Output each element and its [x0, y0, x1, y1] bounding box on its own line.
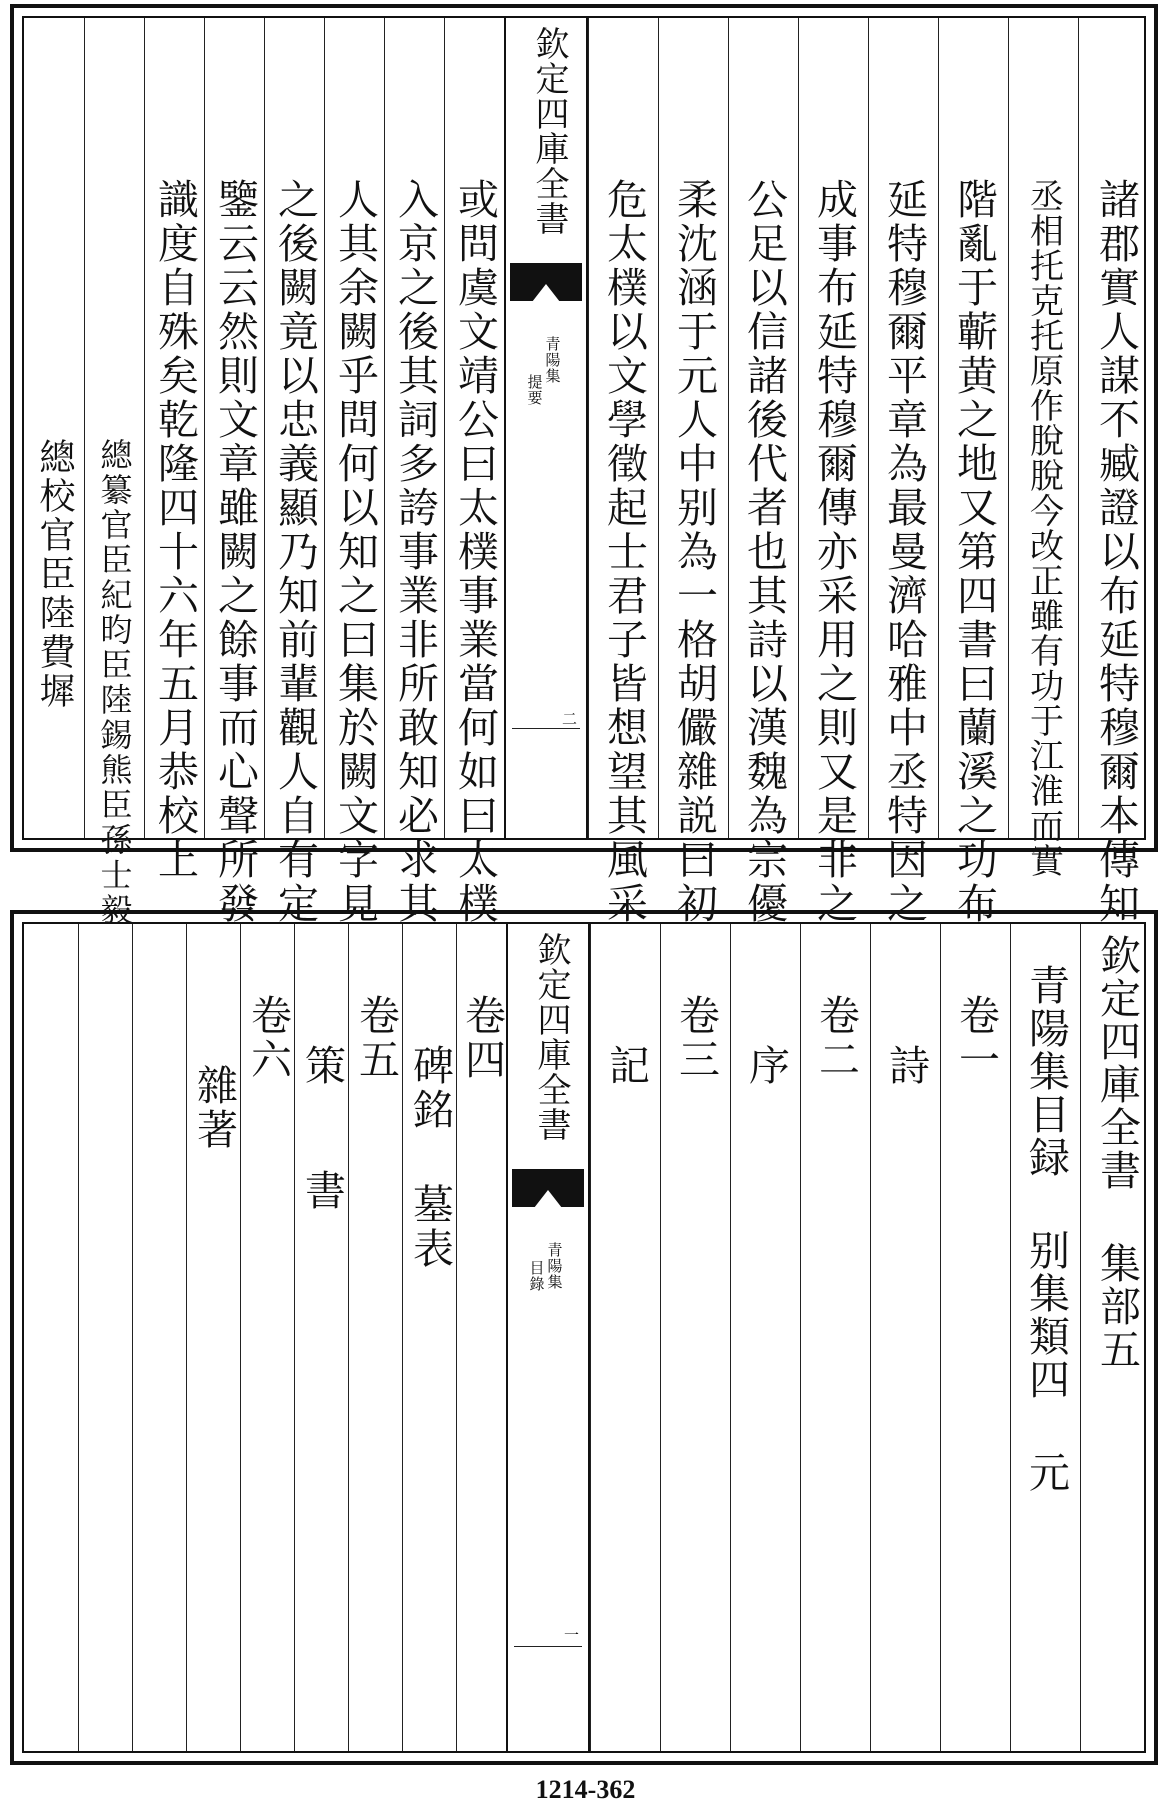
- column-text: 卷六: [244, 994, 292, 1082]
- text-column: [588, 18, 658, 926]
- column-text: 序: [742, 1044, 790, 1088]
- fish-tail-mark: [510, 263, 582, 301]
- lower-page-frame: [22, 922, 1146, 1753]
- margin-book-title: 青陽集: [545, 1242, 564, 1290]
- text-column: [144, 18, 204, 882]
- column-text: 之後闕竟以忠義顯乃知前輩觀人自有定: [271, 178, 319, 926]
- text-column: [348, 924, 402, 1751]
- lower-page: [10, 910, 1158, 1765]
- text-column: [1010, 924, 1080, 1751]
- text-column: [938, 18, 1008, 926]
- column-text: 卷五: [352, 994, 400, 1082]
- column-text: 卷一: [952, 994, 1000, 1082]
- text-column: [24, 18, 84, 838]
- text-column: [868, 18, 938, 926]
- column-text: 危太樸以文學徵起士君子皆想望其風采: [600, 178, 648, 926]
- text-column: [798, 18, 868, 926]
- page-footer-id: 1214-362: [535, 1775, 636, 1804]
- column-text: 總纂官臣紀昀臣陸錫熊臣孫士毅: [95, 438, 134, 928]
- text-column: [730, 924, 800, 1751]
- column-text: 總校官臣陸費墀: [34, 438, 75, 711]
- column-text: 延特穆爾平章為最曼濟哈雅中丞特因之: [880, 178, 928, 926]
- column-text: 柔沈涵于元人中别為一格胡儼雜説曰初: [670, 178, 718, 926]
- center-margin-strip: [506, 924, 590, 1751]
- column-text: 卷四: [458, 994, 506, 1082]
- text-column: [590, 924, 660, 1751]
- text-column: [1078, 18, 1152, 926]
- text-column: [24, 924, 78, 1751]
- column-text: 詩: [882, 1044, 930, 1088]
- text-column: [78, 924, 132, 1751]
- text-column: [324, 18, 384, 926]
- margin-page-number: 一: [564, 1626, 580, 1644]
- margin-section-label: 目錄: [527, 1260, 546, 1292]
- text-column: [240, 924, 294, 1751]
- upper-page-frame: [22, 16, 1146, 928]
- column-text: 諸郡實人謀不臧證以布延特穆爾本傳知: [1092, 178, 1140, 926]
- text-column: [456, 924, 506, 1751]
- text-column: [84, 18, 144, 928]
- text-column: [132, 924, 186, 1751]
- text-column: [264, 18, 324, 926]
- column-text: 記: [602, 1044, 650, 1088]
- text-column: [940, 924, 1010, 1751]
- text-column: [800, 924, 870, 1751]
- column-text: 卷二: [812, 994, 860, 1082]
- column-text: 欽定四庫全書 集部五: [1093, 934, 1141, 1371]
- column-text: 丞相托克托原作脫脫今改正雖有功于江淮而實: [1023, 178, 1064, 878]
- center-header: 欽定四庫全書: [531, 932, 571, 1142]
- column-text: 入京之後其詞多誇事業非所敢知必求其: [391, 178, 439, 926]
- margin-page-number: 二: [562, 710, 578, 728]
- column-text: 人其余闕乎問何以知之曰集於闕文字見: [331, 178, 379, 926]
- margin-book-title: 青陽集: [543, 336, 562, 384]
- column-text: 碑銘 墓表: [406, 1044, 454, 1271]
- text-column: [444, 18, 504, 926]
- margin-divider-line: [514, 1646, 582, 1647]
- text-column: [1080, 924, 1152, 1751]
- column-text: 雜著: [190, 1064, 238, 1152]
- column-text: 卷三: [672, 994, 720, 1082]
- column-text: 策 書: [298, 1044, 346, 1228]
- text-column: [204, 18, 264, 926]
- upper-page: [10, 4, 1158, 928]
- column-text: 階亂于蘄黄之地又第四書曰蘭溪之功布: [950, 178, 998, 926]
- text-column: [870, 924, 940, 1751]
- column-text: 鑒云云然則文章雖闕之餘事而心聲所發: [211, 178, 259, 926]
- column-text: 或問虞文靖公曰太樸事業當何如曰太樸: [451, 178, 499, 926]
- text-column: [660, 924, 730, 1751]
- column-text: 公足以信諸後代者也其詩以漢魏為宗優: [740, 178, 788, 926]
- text-column: [1008, 18, 1078, 878]
- text-column: [384, 18, 444, 926]
- text-column: [402, 924, 456, 1751]
- text-column: [294, 924, 348, 1751]
- text-column: [728, 18, 798, 926]
- text-column: [658, 18, 728, 926]
- center-margin-strip: [504, 18, 588, 838]
- column-text: 識度自殊矣乾隆四十六年五月恭校上: [151, 178, 199, 882]
- center-header: 欽定四庫全書: [529, 26, 569, 236]
- column-text: 成事布延特穆爾傳亦采用之則又是非之: [810, 178, 858, 926]
- column-text: 青陽集目録 别集類四 元: [1022, 964, 1070, 1494]
- fish-tail-mark: [512, 1169, 584, 1207]
- text-column: [186, 924, 240, 1751]
- margin-section-label: 提要: [525, 374, 544, 406]
